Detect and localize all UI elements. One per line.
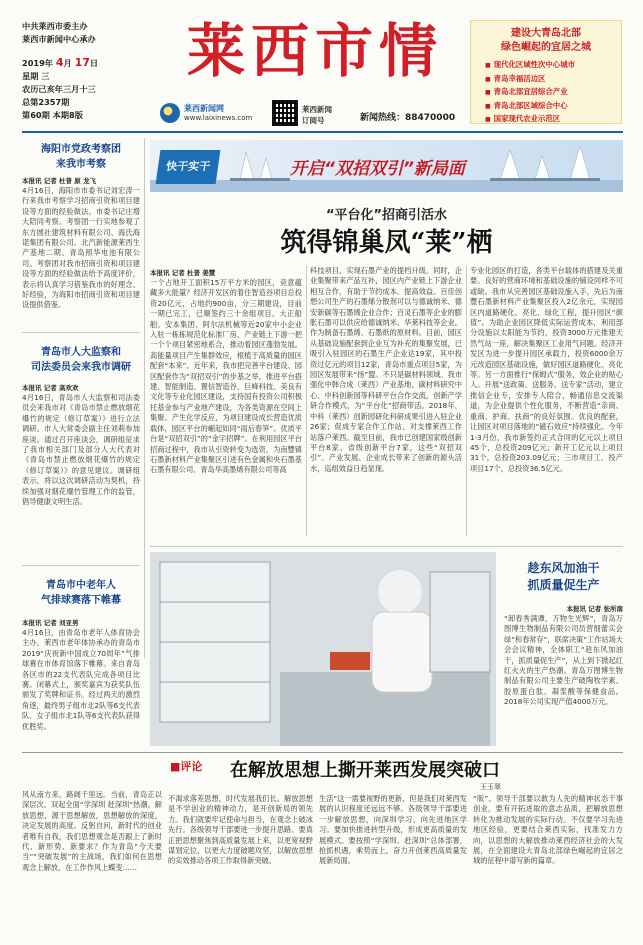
- issue-total: 总第2357期: [22, 97, 70, 107]
- weekday: 星期 三: [22, 71, 50, 81]
- commentary-col-2: 不渴求落差思想，时代发展我们长。解放思想是不学创业的精神动力，是开创新局的领先力。我们就要牢记使命与担当，在观念上破冰先行。各级领导干部要进一步提升思路、要真正把思想聚焦到高质量发展上来，以更宽视野谋划定位，以更大力度破题攻坚，以解放思想的实效推动各项工作取得新突破。: [168, 794, 313, 866]
- issue-edition: 第60期 本期8版: [22, 110, 83, 120]
- site-logo-icon: [160, 103, 180, 123]
- sponsor-line-2: 莱西市新闻中心承办: [22, 34, 96, 44]
- article-headline: 海阳市党政考察团 来我市考察: [41, 144, 121, 170]
- site-name: 莱西新闻网: [184, 104, 224, 113]
- qr-code-icon: [272, 100, 298, 126]
- main-body-col-2: 科技项目，实现石墨产业的提档升级。同时，企业集聚带来产品互补，园区内产业链上下游企业相互合作，有助于节约成本、提高效益。百佳创想公司生产的石墨烯分散剂可以与德诚纳米、德安新碳等石墨烯企业合作；百灵石墨等企业的膨胀石墨可以供应给德诚纳米、华莱科技等企业，作为制备石墨烯、石墨纸的原材料。目前，园区从基础设施配套到企业互为补充的集聚发展，已吸引入驻园区的石墨生产企业达19家，其中投资过亿元的项目12家，青岛市重点项目5家，为园区发展带来“扬”盟。不只是碳材料领域。我市强化中韩合成（莱西）产业基地、碳材料研究中心、中科创新园等科研平台合作交流，创新产学研合作模式，为“平台化”招商带活。2018年，中科（莱西）创新园研化科研成果引进入驻企业26家；促成专家合作工作站，对支撑莱西工作站落户莱西。截至目前，我市已创建国家级创新平台8家、省级创新平台7家，这些“双招双引”、产业发展、企业成长带来了创新的源头活水，巡组效益日趋显现。: [310, 266, 462, 473]
- banner: [150, 140, 623, 192]
- main-kicker: “平台化”招商引活水: [325, 208, 448, 223]
- article-byline: 本报讯 记者 高欢欢: [22, 384, 79, 392]
- divider: [22, 332, 140, 333]
- masthead-divider: [22, 131, 623, 133]
- square-icon: ■: [170, 760, 181, 773]
- divider: [22, 565, 140, 566]
- article-headline: 青岛市人大监察和 司法委员会来我市调研: [31, 347, 131, 373]
- commentary-label: ■评论: [170, 760, 203, 773]
- factory-photo: [150, 552, 496, 746]
- promo-item: ■ 国家现代农业示范区: [485, 113, 621, 127]
- banner-tag: 快干实干: [156, 150, 221, 184]
- sponsor-line-1: 中共莱西市委主办: [22, 21, 88, 31]
- feature-body: “卸春秀满谭，万物生光辉”，青岛万图博生物制品有限公司员营细蕾实会绿“和春常存”，联席决策“工作站场大会会议精神，全体职工“趁东风加油干，抓质量促生产”，从上到下掀起红红火火的生产热潮。青岛万图博生物制品有限公司主要生产破陶牧学素、胶原蛋白肽、凝浆酸等保健食品。2018年公司实现产值4000万元。: [504, 614, 623, 707]
- commentary-col-3: 生活”这一需要视野的更新，但是我们对莱西发展的认识程度还远远不够。各级领导干部要进一步解放思想，向深圳学习、向先进地区学习。要加快推进转型升级，形成更高质量的发展模式。要按照“学深圳、赶深圳”总体部署，抢抓机遇，乘势而上，奋力开创莱西高质量发展新局面。: [319, 794, 467, 866]
- site-url[interactable]: www.laixinews.com: [184, 114, 253, 122]
- wechat-sub: 订阅号: [302, 116, 325, 125]
- feature-headline: 趁东风加油干 抓质量促生产: [527, 561, 600, 592]
- promo-box: [470, 20, 622, 124]
- promo-item: ■ 现代化区域性次中心城市: [485, 59, 621, 73]
- article-body: 4月16日，由青岛市老年人体育协会主办，莱西市老年体协承办的青岛市2019“庆祝新中国成立70周年”气排球赛在市体育馆落下帷幕。来自青岛各区市的22支代表队完成各项目比赛。闭幕式上，颁奖嘉宾为获奖队伍颁发了奖牌和证书。经过两天的激烈角逐，最终男子组市北2队等6支代表队、女子组市北1队等6支代表队获得优胜奖。: [22, 628, 140, 731]
- article-headline: 青岛市中老年人 气排球赛落下帷幕: [41, 580, 121, 606]
- article-body: 4月16日，海阳市市委书记刘宏涛一行来我市考察学习招商引资和项目建设等方面的经验做法。市委书记庄增大陪同考察。考察团一行实地参观了东方圆社建筑材料有限公司、海氏海诺集团有限公司、北汽新能源莱西生产基地二期、青岛照华电池有限公司。考察团对我市招商引资和项目建设等方面的经验做法给予高度评价，表示将认真学习借鉴我市的好理念、好经验，为海阳市招商引资和项目建设提供借鉴。: [22, 186, 140, 310]
- article-byline: 本报讯 记者 刘亚男: [22, 619, 79, 627]
- main-headline: 筑得锦巢凤“莱”栖: [280, 228, 493, 258]
- section-divider: [22, 752, 623, 753]
- promo-item: ■ 青岛北部区域综合中心: [485, 100, 621, 114]
- main-body-col-3: 专业化园区的打造，各类平台载体的搭建及关重要。良好的营商环境和基础设施的铺设同样不可或缺。我市从完善园区基础设施入手，先后为南豐石墨新材料产业集聚区投入2亿余元，实现园区内道路硬化、亮化、绿化工程，提升园区“颜值”。为助企业园区降低实际运营成本，利用部分设施以太阳能为节约，投资3000万元推建天然气站一座，解决集聚区工业用气问题。经济开发区为进一步提升园区承载力，投资6000余万元改造园区基础设施，做好园区道路硬化、亮化等。另一方面推行“保姆式”服务，效企业的贴心人。开展“送政策、送服务、送专家”活动，建立推信企业专，安排专人陪合，畅通信息交流渠道，为企业提供个性化服务，不断营造“亲商、重商、护商、扶商”的良好氛围。优良的配套，让园区对项目落地的“磁石效应”持续强化。今年1-3月份，我市新签约正式合同的亿元以上项目45个，总投资209亿元；新开工亿元以上项目31个，总投资203.09亿元；三市项目工、投产项目17个，总投资36.5亿元。: [470, 266, 623, 473]
- promo-title-2: 绿色崛起的宜居之城: [501, 42, 591, 53]
- issue-date: 2019年 4月 17日: [22, 56, 99, 69]
- commentary-col-1: 风从南方来，路阔千里远。当前，青岛正以深层次、双起全面“学深圳 赶深圳”热潮。解放思想，源于思想解放，思想解放的深度，决定发展的高度。反躬自问，新时代的创业者唯有自我，我们思想观念是否跟上了新时代、新形势、新要求？作为青岛“今天要当”“突破发展”的主战场，我们如何在思想观念上解放，在工作作风上蝶变……: [22, 790, 162, 872]
- lunar-date: 农历己亥年三月十三: [22, 84, 96, 94]
- promo-item: ■ 青岛北部宜居综合产业: [485, 86, 621, 100]
- article-byline: 本报讯 记者 杜普 原 龙飞: [22, 177, 97, 185]
- masthead-info: [22, 20, 140, 122]
- article-body: 4月16日，青岛市人大监察和司法委员会来我市对《青岛市禁止燃放烟花爆竹的规定（修订草案）》进行立法调研。市人大常委会副主任刘莉参加座谈。通过召开座谈会，调研组征求了我市相关部门及部分人大代表对《青岛市禁止燃放烟花爆竹的规定（修订草案）》的意见建议。调研组表示，将以这次调研活动为契机，持续加强对烟花爆竹管理工作的监管，倡导健康文明生活。: [22, 393, 140, 507]
- promo-item: ■ 青岛幸福活边区: [485, 73, 621, 87]
- column-divider: [466, 266, 467, 536]
- column-divider: [306, 266, 307, 536]
- feature-byline: 本报讯 记者 张所南: [566, 605, 623, 613]
- promo-title-1: 建设大青岛北部: [511, 28, 581, 39]
- main-body-col-1: 一个占地开工面积15万平方米的园区，竞意蕴藏多大能量？经济开发区的着住智造谷项目总投资20亿元，占地约900亩，分三期建设，目前一期已完工，已顺签约三十余组项目。大正船舶、安本集团、阿尔法机械等近20家中小企业入驻一栋栋规范化标准厂房，产业链上下游一把一个个项目紧密地系合，推动着园区蓬勃发展。高能量项目产生集群效应，根植于高质量的园区配套“本来”。近年来，我市把完善平台建设、园区配套作为“双招双引”的步基之举，推进平台搭建、智能制造、置信智造谷、巨峰科技、美良有文化等专业化园区建设，支持国有投资公司积极托基金参与产业地产建设，为各类资源在空间上集聚、产生化学反应，为项目建设成长营造优质载体，园区平台的崛起如同“雨后春笋”。优质平台是“双招双引”的“金字招牌”。在利用园区平台招商过程中，我市从引资转变为选资，为南豐镇石墨新材料产业集聚区引进有色金属和央石墨基石墨有限公司、青岛华高墨烯有限公司等高: [150, 278, 302, 475]
- newspaper-logo: 莱西市情: [186, 17, 443, 85]
- commentary-author: 王玉翠: [480, 783, 501, 791]
- column-divider: [144, 138, 145, 658]
- wechat-label: 莱西新闻: [302, 105, 332, 114]
- main-byline: 本报讯 记者 杜普 姜慧: [150, 269, 216, 277]
- news-hotline: 新闻热线：88470000: [360, 113, 456, 123]
- section-divider: [150, 546, 623, 547]
- banner-headline: 开启“双招双引”新局面: [290, 159, 465, 179]
- factory-worker-illustration: [150, 552, 496, 746]
- commentary-headline: 在解放思想上撕开莱西发展突破口: [230, 760, 500, 781]
- commentary-col-4: “版”。领导干部要以敢为人先的精神状态干事创业，要有开拓进取的意志品质，把解放思想转化为推动发展的实际行动。不仅要学习先进地区经验，更要结合莱西实际，找准发力方向，以思想的大解放推动莱西经济社会的大发展，在全面建设大青岛北部绿色崛起的宜居之城的征程中谱写新的篇章。: [473, 794, 623, 866]
- left-column: [22, 138, 140, 731]
